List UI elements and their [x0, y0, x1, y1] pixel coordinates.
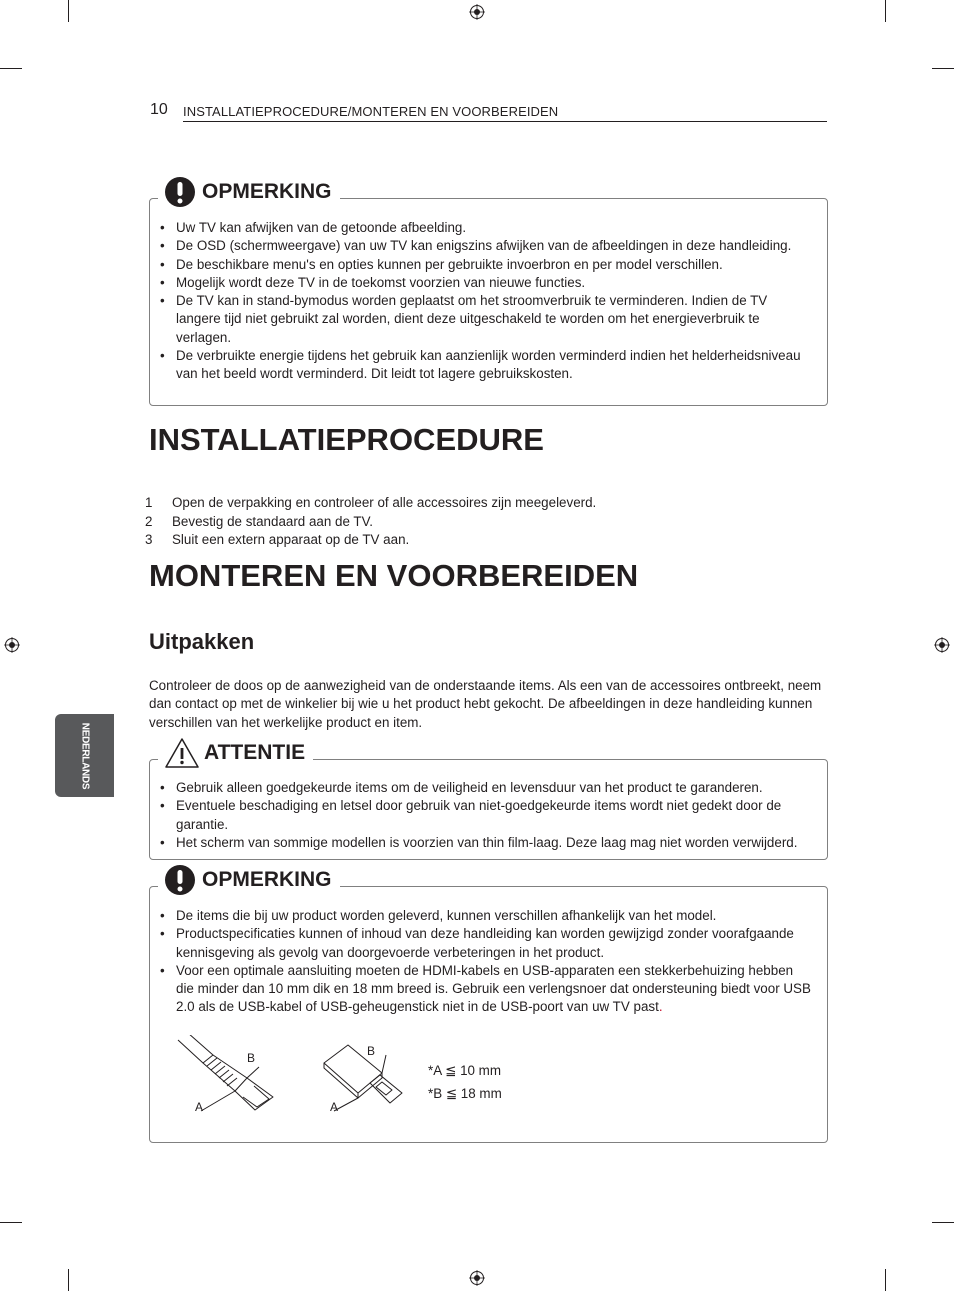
- registration-mark-icon: [4, 637, 20, 653]
- list-item: • De OSD (schermweergave) van uw TV kan enigszins afwijken van de afbeeldingen in deze handleiding.: [160, 237, 811, 255]
- exclamation-icon: [164, 864, 196, 896]
- note-list: [160, 219, 811, 384]
- exclamation-icon: [164, 176, 196, 208]
- section-title: MONTEREN EN VOORBEREIDEN: [149, 558, 639, 593]
- crop-mark: [885, 1269, 886, 1291]
- intro-paragraph: Controleer de doos op de aanwezigheid van de onderstaande items. Als een van de accessoires ontbreekt, neem dan contact op met de winkelier bij wie u het product hebt gekocht. De afbeeldingen in deze handleiding kunnen verschillen van het werkelijke product en item.: [149, 678, 822, 730]
- note-list: [160, 907, 811, 1017]
- dimension-label: A: [195, 1100, 204, 1114]
- list-item: • De items die bij uw product worden geleverd, kunnen verschillen afhankelijk van het model.: [160, 907, 811, 925]
- list-item: [160, 962, 811, 1017]
- dimension-b: *B ≦ 18 mm: [428, 1086, 502, 1101]
- crop-mark: [68, 0, 69, 22]
- running-header: INSTALLATIEPROCEDURE/MONTEREN EN VOORBEREIDEN: [183, 104, 559, 119]
- registration-mark-icon: [469, 4, 485, 20]
- note-box: [149, 180, 828, 406]
- step-number: 2: [145, 513, 153, 529]
- dimension-label: B: [247, 1051, 256, 1065]
- page-number: 10: [150, 101, 168, 118]
- list-item-period: .: [658, 999, 663, 1015]
- list-item: [145, 513, 596, 532]
- step-number: 1: [145, 495, 153, 510]
- note-heading: [158, 863, 340, 897]
- usb-connector-illustration: [320, 1035, 420, 1117]
- list-item: • Uw TV kan afwijken van de getoonde afbeelding.: [160, 219, 811, 237]
- list-item: • De verbruikte energie tijdens het gebruik kan aanzienlijk worden verminderd indien het helderheidsniveau van het beeld wordt verminderd. Dit leidt tot lagere gebruikskosten.: [160, 347, 811, 384]
- warning-triangle-icon: [164, 737, 200, 769]
- caution-label: ATTENTIE: [204, 741, 306, 764]
- crop-mark: [0, 68, 22, 69]
- list-item: • Productspecificaties kunnen of inhoud van deze handleiding kan worden gewijzigd zonder voorafgaande kennisgeving als gevolg van doorgevoerde verbeteringen in het product.: [160, 925, 811, 962]
- crop-mark: [932, 1222, 954, 1223]
- caution-box: [149, 741, 828, 860]
- list-item: • Mogelijk wordt deze TV in de toekomst voorzien van nieuwe functies.: [160, 274, 811, 292]
- caution-heading: [158, 736, 313, 770]
- list-item: • Gebruik alleen goedgekeurde items om de veiligheid en levensduur van het product te garanderen.: [160, 779, 811, 797]
- header-divider: [183, 121, 827, 122]
- hdmi-connector-illustration: [173, 1035, 283, 1117]
- step-text: Open de verpakking en controleer of alle accessoires zijn meegeleverd.: [172, 495, 597, 510]
- caution-list: [160, 779, 811, 852]
- dimension-label: A: [330, 1100, 339, 1114]
- crop-mark: [68, 1269, 69, 1291]
- list-item: • De beschikbare menu's en opties kunnen per gebruikte invoerbron en per model verschillen.: [160, 256, 811, 274]
- language-tab-label: NEDERLANDS: [79, 722, 90, 789]
- dimension-label: B: [367, 1044, 376, 1058]
- step-text: Sluit een extern apparaat op de TV aan.: [172, 532, 410, 547]
- note-label: OPMERKING: [202, 868, 332, 891]
- language-tab: [55, 714, 114, 797]
- step-number: 3: [145, 532, 153, 547]
- crop-mark: [0, 1222, 22, 1223]
- crop-mark: [932, 68, 954, 69]
- list-item: [145, 531, 596, 550]
- registration-mark-icon: [469, 1270, 485, 1286]
- crop-mark: [885, 0, 886, 22]
- list-item-text: Voor een optimale aansluiting moeten de HDMI-kabels en USB-apparaten een stekkerbehuizing hebben die minder dan 10 mm dik en 18 mm breed is. Gebruik een verlengsnoer dat ondersteuning biedt voor USB 2.0 als de USB-kabel of USB-geheugenstick niet in de USB-poort van uw TV past: [176, 962, 811, 1015]
- note-heading: [158, 175, 340, 209]
- section-title: INSTALLATIEPROCEDURE: [149, 422, 544, 457]
- list-item: • Het scherm van sommige modellen is voorzien van thin film-laag. Deze laag mag niet worden verwijderd.: [160, 834, 811, 852]
- list-item: • De TV kan in stand-bymodus worden geplaatst om het stroomverbruik te verminderen. Indien de TV langere tijd niet gebruikt zal worden, dient deze uitgeschakeld te worden om het energieverbruik te verlagen.: [160, 292, 811, 347]
- registration-mark-icon: [934, 637, 950, 653]
- list-item: [145, 494, 596, 513]
- steps-list: [145, 494, 596, 550]
- subsection-title: Uitpakken: [149, 629, 255, 654]
- note-label: OPMERKING: [202, 180, 332, 203]
- step-text: Bevestig de standaard aan de TV.: [172, 513, 374, 529]
- dimension-a: *A ≦ 10 mm: [428, 1063, 501, 1078]
- list-item: • Eventuele beschadiging en letsel door gebruik van niet-goedgekeurde items wordt niet gedekt door de garantie.: [160, 797, 811, 834]
- dimension-notes: [428, 1059, 502, 1105]
